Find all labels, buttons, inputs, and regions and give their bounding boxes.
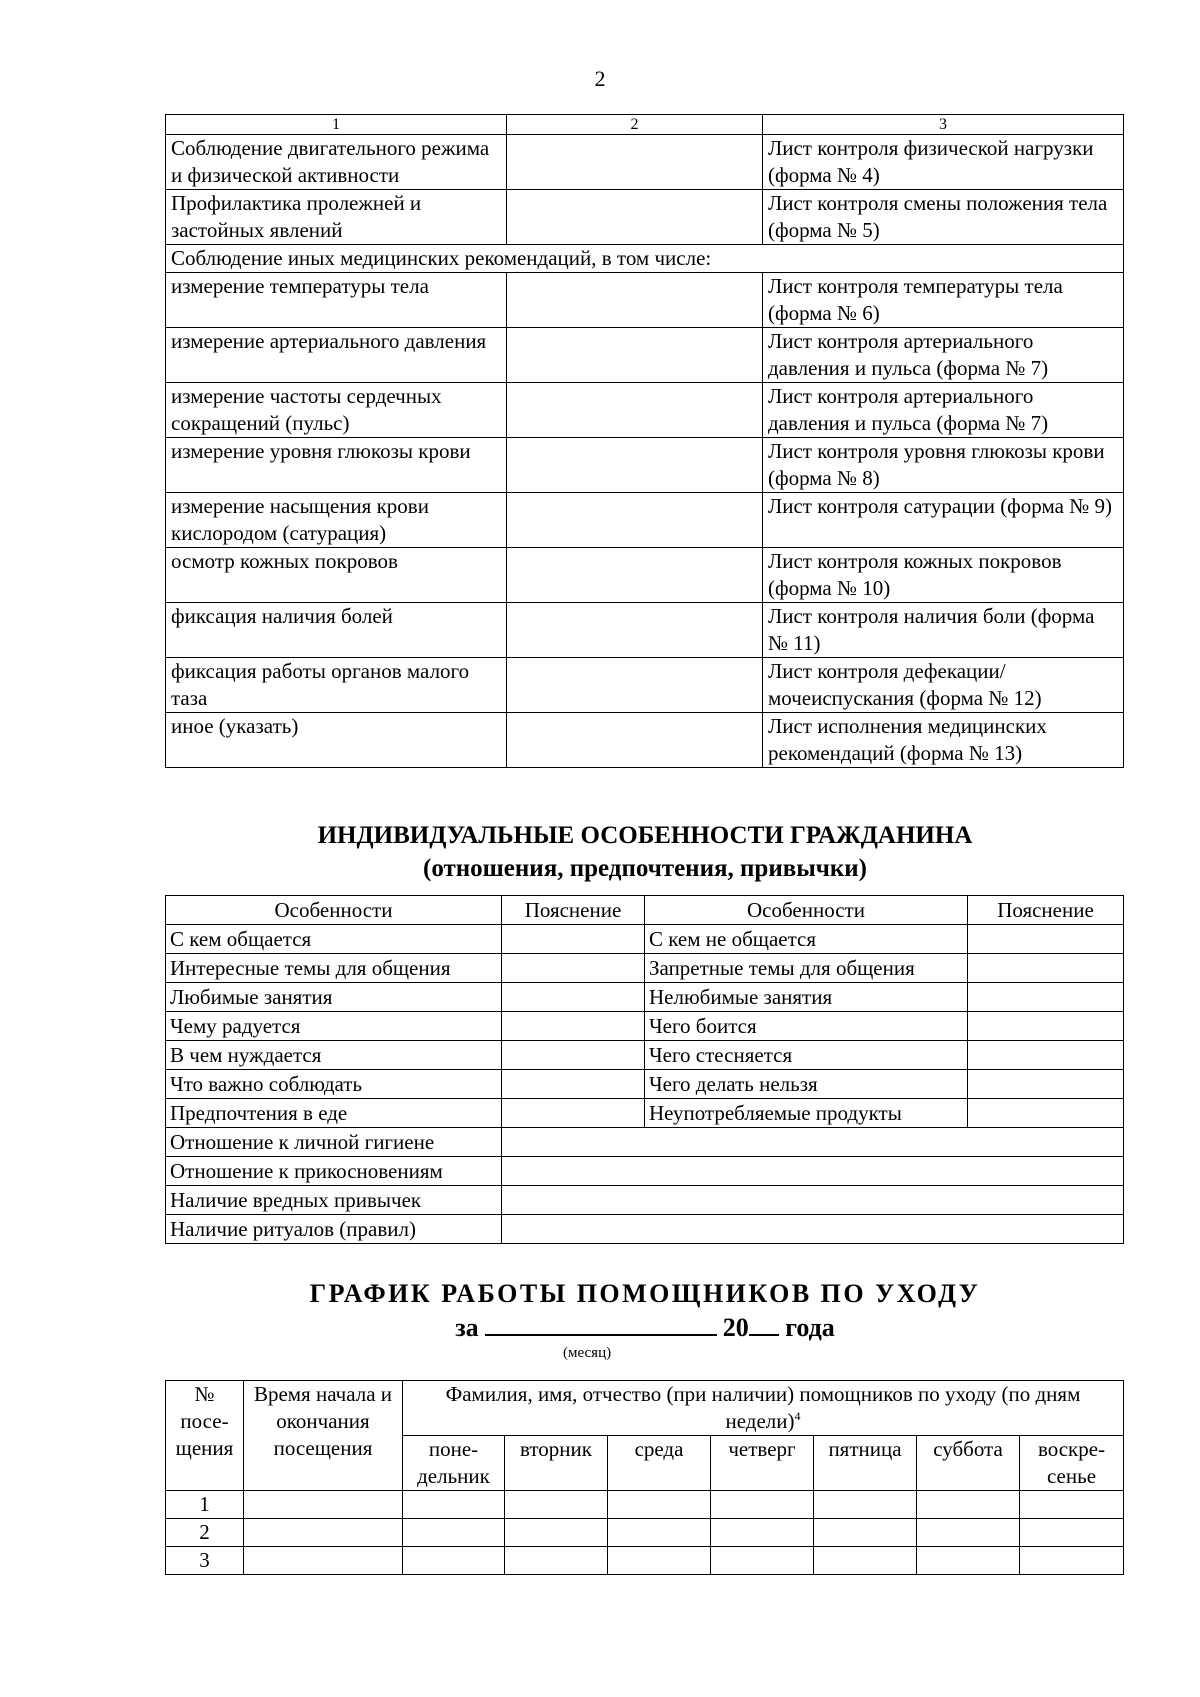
table-row xyxy=(166,1041,1124,1070)
table-row xyxy=(166,548,1124,603)
section-row-label: Соблюдение иных медицинских рекомендаций, в том числе: xyxy=(166,245,1124,273)
feature-label: С кем общается xyxy=(166,925,502,954)
explanation-cell[interactable] xyxy=(968,954,1124,983)
schedule-input-cell[interactable] xyxy=(1020,1519,1124,1547)
table-row xyxy=(166,1128,1124,1157)
schedule-input-cell[interactable] xyxy=(814,1547,917,1575)
blank-input-cell[interactable] xyxy=(507,603,763,658)
schedule-input-cell[interactable] xyxy=(608,1547,711,1575)
blank-input-cell[interactable] xyxy=(507,493,763,548)
recommendation-cell: измерение артериального давления xyxy=(166,328,507,383)
blank-input-cell[interactable] xyxy=(507,383,763,438)
schedule-input-cell[interactable] xyxy=(814,1519,917,1547)
recommendation-cell: измерение уровня глюкозы крови xyxy=(166,438,507,493)
explanation-cell[interactable] xyxy=(502,1186,1124,1215)
recommendation-cell: иное (указать) xyxy=(166,713,507,768)
control-sheet-cell: Лист контроля артериального давления и пульса (форма № 7) xyxy=(763,383,1124,438)
blank-input-cell[interactable] xyxy=(507,273,763,328)
recommendation-cell: Профилактика пролежней и застойных явлений xyxy=(166,190,507,245)
table-row xyxy=(166,603,1124,658)
control-sheet-cell: Лист контроля температуры тела (форма № 6) xyxy=(763,273,1124,328)
table-row xyxy=(166,925,1124,954)
schedule-row xyxy=(166,1519,1124,1547)
control-sheet-cell: Лист контроля смены положения тела (форма № 5) xyxy=(763,190,1124,245)
blank-input-cell[interactable] xyxy=(507,658,763,713)
year-blank[interactable] xyxy=(749,1312,779,1336)
recommendation-cell: измерение частоты сердечных сокращений (пульс) xyxy=(166,383,507,438)
schedule-table xyxy=(165,1380,1124,1575)
explanation-cell[interactable] xyxy=(968,1041,1124,1070)
feature-label: Нелюбимые занятия xyxy=(645,983,968,1012)
feature-label: Чему радуется xyxy=(166,1012,502,1041)
control-sheet-cell: Лист контроля кожных покровов (форма № 10) xyxy=(763,548,1124,603)
table-header-row xyxy=(166,896,1124,925)
explanation-cell[interactable] xyxy=(502,1099,645,1128)
column-header: Пояснение xyxy=(502,896,645,925)
schedule-input-cell[interactable] xyxy=(505,1491,608,1519)
feature-label: Наличие вредных привычек xyxy=(166,1186,502,1215)
table-row xyxy=(166,1099,1124,1128)
explanation-cell[interactable] xyxy=(968,925,1124,954)
blank-input-cell[interactable] xyxy=(507,713,763,768)
column-header: Особенности xyxy=(645,896,968,925)
explanation-cell[interactable] xyxy=(502,1128,1124,1157)
column-header: Особенности xyxy=(166,896,502,925)
schedule-row xyxy=(166,1491,1124,1519)
weekday-header: суббота xyxy=(917,1436,1020,1491)
col-visit-number: № посе- щения xyxy=(166,1381,244,1491)
table-row xyxy=(166,245,1124,273)
visit-number: 3 xyxy=(166,1547,244,1575)
schedule-input-cell[interactable] xyxy=(244,1491,403,1519)
explanation-cell[interactable] xyxy=(502,1041,645,1070)
weekday-header: вторник xyxy=(505,1436,608,1491)
blank-input-cell[interactable] xyxy=(507,328,763,383)
control-sheet-cell: Лист контроля наличия боли (форма № 11) xyxy=(763,603,1124,658)
feature-label: Чего стесняется xyxy=(645,1041,968,1070)
schedule-period-line xyxy=(0,1312,1200,1343)
table-row xyxy=(166,190,1124,245)
explanation-cell[interactable] xyxy=(502,1157,1124,1186)
weekday-header: поне- дельник xyxy=(403,1436,505,1491)
feature-label: С кем не общается xyxy=(645,925,968,954)
schedule-input-cell[interactable] xyxy=(505,1519,608,1547)
control-sheet-cell: Лист контроля дефекации/ мочеиспускания (форма № 12) xyxy=(763,658,1124,713)
visit-number: 1 xyxy=(166,1491,244,1519)
explanation-cell[interactable] xyxy=(502,1215,1124,1244)
weekday-header: пятница xyxy=(814,1436,917,1491)
individual-features-table xyxy=(165,895,1124,1244)
feature-label: Интересные темы для общения xyxy=(166,954,502,983)
period-za: за xyxy=(455,1313,479,1342)
schedule-input-cell[interactable] xyxy=(814,1491,917,1519)
table-row xyxy=(166,1215,1124,1244)
column-number: 1 xyxy=(166,115,507,135)
table-row xyxy=(166,328,1124,383)
feature-label: Запретные темы для общения xyxy=(645,954,968,983)
table-row xyxy=(166,493,1124,548)
recommendation-cell: осмотр кожных покровов xyxy=(166,548,507,603)
table-row xyxy=(166,954,1124,983)
table-row xyxy=(166,135,1124,190)
section-subtitle-individual: (отношения, предпочтения, привычки) xyxy=(423,855,867,882)
explanation-cell[interactable] xyxy=(502,954,645,983)
weekday-header: воскре- сенье xyxy=(1020,1436,1124,1491)
schedule-input-cell[interactable] xyxy=(1020,1547,1124,1575)
explanation-cell[interactable] xyxy=(968,1012,1124,1041)
control-sheet-cell: Лист исполнения медицинских рекомендаций (форма № 13) xyxy=(763,713,1124,768)
schedule-input-cell[interactable] xyxy=(403,1491,505,1519)
month-blank[interactable] xyxy=(485,1312,717,1336)
schedule-input-cell[interactable] xyxy=(711,1547,814,1575)
recommendation-cell: измерение температуры тела xyxy=(166,273,507,328)
recommendation-cell: Соблюдение двигательного режима и физической активности xyxy=(166,135,507,190)
blank-input-cell[interactable] xyxy=(507,135,763,190)
explanation-cell[interactable] xyxy=(968,983,1124,1012)
schedule-input-cell[interactable] xyxy=(608,1491,711,1519)
blank-input-cell[interactable] xyxy=(507,438,763,493)
control-sheet-cell: Лист контроля артериального давления и пульса (форма № 7) xyxy=(763,328,1124,383)
feature-label: Неупотребляемые продукты xyxy=(645,1099,968,1128)
feature-label: Наличие ритуалов (правил) xyxy=(166,1215,502,1244)
table-row xyxy=(166,1070,1124,1099)
feature-label: Отношение к прикосновениям xyxy=(166,1157,502,1186)
feature-label: Предпочтения в еде xyxy=(166,1099,502,1128)
table-row xyxy=(166,1157,1124,1186)
explanation-cell[interactable] xyxy=(502,1070,645,1099)
blank-input-cell[interactable] xyxy=(507,190,763,245)
schedule-input-cell[interactable] xyxy=(917,1519,1020,1547)
schedule-input-cell[interactable] xyxy=(403,1547,505,1575)
month-hint: (месяц) xyxy=(563,1345,612,1361)
schedule-input-cell[interactable] xyxy=(711,1519,814,1547)
column-number: 2 xyxy=(507,115,763,135)
recommendation-cell: измерение насыщения крови кислородом (сатурация) xyxy=(166,493,507,548)
table-row xyxy=(166,1012,1124,1041)
year-prefix: 20 xyxy=(722,1313,749,1342)
table-row xyxy=(166,438,1124,493)
schedule-input-cell[interactable] xyxy=(917,1491,1020,1519)
column-number-row xyxy=(166,115,1124,135)
blank-input-cell[interactable] xyxy=(507,548,763,603)
col-helpers-fio-text: Фамилия, имя, отчество (при наличии) помощников по уходу (по дням недели) xyxy=(445,1382,1081,1433)
feature-label: Любимые занятия xyxy=(166,983,502,1012)
table-row xyxy=(166,273,1124,328)
table-row xyxy=(166,713,1124,768)
page-number: 2 xyxy=(594,66,606,91)
feature-label: Отношение к личной гигиене xyxy=(166,1128,502,1157)
visit-number: 2 xyxy=(166,1519,244,1547)
schedule-input-cell[interactable] xyxy=(711,1491,814,1519)
explanation-cell[interactable] xyxy=(968,1070,1124,1099)
explanation-cell[interactable] xyxy=(968,1099,1124,1128)
schedule-input-cell[interactable] xyxy=(917,1547,1020,1575)
schedule-input-cell[interactable] xyxy=(505,1547,608,1575)
feature-label: Чего делать нельзя xyxy=(645,1070,968,1099)
recommendation-cell: фиксация работы органов малого таза xyxy=(166,658,507,713)
table-row xyxy=(166,1186,1124,1215)
schedule-input-cell[interactable] xyxy=(1020,1491,1124,1519)
schedule-input-cell[interactable] xyxy=(403,1519,505,1547)
control-sheet-cell: Лист контроля физической нагрузки (форма № 4) xyxy=(763,135,1124,190)
explanation-cell[interactable] xyxy=(502,925,645,954)
section-title-schedule: ГРАФИК РАБОТЫ ПОМОЩНИКОВ ПО УХОДУ xyxy=(309,1279,981,1308)
explanation-cell[interactable] xyxy=(502,1012,645,1041)
table-row xyxy=(166,983,1124,1012)
footnote-mark: 4 xyxy=(794,1409,801,1423)
weekday-header: четверг xyxy=(711,1436,814,1491)
control-sheet-cell: Лист контроля уровня глюкозы крови (форма № 8) xyxy=(763,438,1124,493)
table-row xyxy=(166,658,1124,713)
feature-label: Чего боится xyxy=(645,1012,968,1041)
feature-label: В чем нуждается xyxy=(166,1041,502,1070)
feature-label: Что важно соблюдать xyxy=(166,1070,502,1099)
recommendation-cell: фиксация наличия болей xyxy=(166,603,507,658)
schedule-input-cell[interactable] xyxy=(244,1519,403,1547)
weekday-header: среда xyxy=(608,1436,711,1491)
table-row xyxy=(166,383,1124,438)
col-visit-time: Время начала и окончания посещения xyxy=(244,1381,403,1491)
year-suffix: года xyxy=(785,1313,835,1342)
column-number: 3 xyxy=(763,115,1124,135)
section-title-individual: ИНДИВИДУАЛЬНЫЕ ОСОБЕННОСТИ ГРАЖДАНИНА xyxy=(317,822,973,849)
control-sheet-cell: Лист контроля сатурации (форма № 9) xyxy=(763,493,1124,548)
explanation-cell[interactable] xyxy=(502,983,645,1012)
col-helpers-fio xyxy=(403,1381,1124,1436)
schedule-input-cell[interactable] xyxy=(608,1519,711,1547)
care-recommendations-table xyxy=(165,114,1124,768)
column-header: Пояснение xyxy=(968,896,1124,925)
schedule-input-cell[interactable] xyxy=(244,1547,403,1575)
schedule-row xyxy=(166,1547,1124,1575)
